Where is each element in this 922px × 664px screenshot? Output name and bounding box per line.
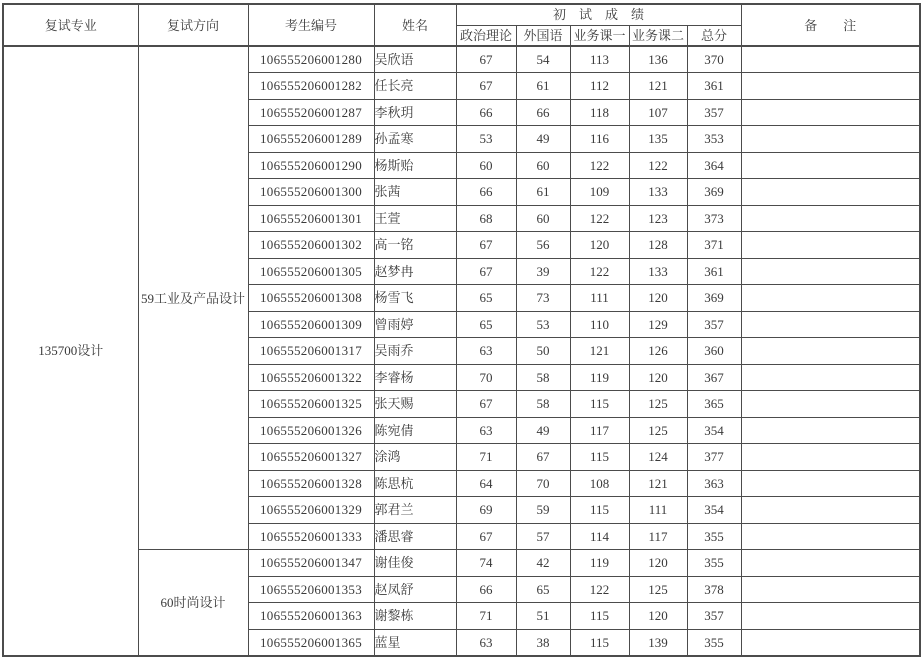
candidate-id-cell: 106555206001322 bbox=[248, 364, 374, 391]
total-score-cell: 361 bbox=[687, 73, 741, 100]
total-score-cell: 361 bbox=[687, 258, 741, 285]
major-course-1-score-cell: 111 bbox=[570, 285, 629, 312]
major-course-2-score-cell: 128 bbox=[629, 232, 687, 259]
direction-cell: 60时尚设计 bbox=[138, 550, 248, 656]
major-course-1-score-cell: 116 bbox=[570, 126, 629, 153]
major-course-1-score-cell: 121 bbox=[570, 338, 629, 365]
major-course-2-score-cell: 120 bbox=[629, 550, 687, 577]
total-score-cell: 378 bbox=[687, 576, 741, 603]
major-course-2-score-cell: 129 bbox=[629, 311, 687, 338]
total-score-cell: 355 bbox=[687, 629, 741, 656]
politics-score-cell: 63 bbox=[456, 338, 516, 365]
total-score-cell: 355 bbox=[687, 550, 741, 577]
candidate-id-cell: 106555206001347 bbox=[248, 550, 374, 577]
candidate-id-cell: 106555206001325 bbox=[248, 391, 374, 418]
col-header-review-direction: 复试方向 bbox=[138, 4, 248, 46]
major-course-1-score-cell: 113 bbox=[570, 46, 629, 73]
remark-cell bbox=[741, 126, 920, 153]
remark-cell bbox=[741, 417, 920, 444]
politics-score-cell: 66 bbox=[456, 576, 516, 603]
foreign-language-score-cell: 49 bbox=[516, 417, 570, 444]
politics-score-cell: 65 bbox=[456, 285, 516, 312]
name-cell: 张茜 bbox=[374, 179, 456, 206]
total-score-cell: 369 bbox=[687, 285, 741, 312]
col-header-review-major: 复试专业 bbox=[3, 4, 138, 46]
total-score-cell: 363 bbox=[687, 470, 741, 497]
major-course-2-score-cell: 126 bbox=[629, 338, 687, 365]
candidate-id-cell: 106555206001317 bbox=[248, 338, 374, 365]
candidate-id-cell: 106555206001328 bbox=[248, 470, 374, 497]
results-table bbox=[2, 3, 921, 657]
major-course-2-score-cell: 120 bbox=[629, 285, 687, 312]
name-cell: 高一铭 bbox=[374, 232, 456, 259]
name-cell: 杨斯贻 bbox=[374, 152, 456, 179]
major-course-1-score-cell: 115 bbox=[570, 603, 629, 630]
major-course-2-score-cell: 117 bbox=[629, 523, 687, 550]
name-cell: 潘思睿 bbox=[374, 523, 456, 550]
name-cell: 谢黎栋 bbox=[374, 603, 456, 630]
total-score-cell: 377 bbox=[687, 444, 741, 471]
politics-score-cell: 70 bbox=[456, 364, 516, 391]
remark-cell bbox=[741, 179, 920, 206]
foreign-language-score-cell: 42 bbox=[516, 550, 570, 577]
remark-cell bbox=[741, 311, 920, 338]
remark-cell bbox=[741, 470, 920, 497]
major-course-2-score-cell: 125 bbox=[629, 576, 687, 603]
name-cell: 赵梦冉 bbox=[374, 258, 456, 285]
remark-cell bbox=[741, 364, 920, 391]
major-course-1-score-cell: 118 bbox=[570, 99, 629, 126]
major-course-2-score-cell: 120 bbox=[629, 603, 687, 630]
politics-score-cell: 67 bbox=[456, 232, 516, 259]
name-cell: 陈宛倩 bbox=[374, 417, 456, 444]
candidate-id-cell: 106555206001333 bbox=[248, 523, 374, 550]
foreign-language-score-cell: 54 bbox=[516, 46, 570, 73]
major-course-2-score-cell: 135 bbox=[629, 126, 687, 153]
total-score-cell: 365 bbox=[687, 391, 741, 418]
major-course-1-score-cell: 117 bbox=[570, 417, 629, 444]
major-course-2-score-cell: 121 bbox=[629, 470, 687, 497]
major-course-2-score-cell: 125 bbox=[629, 417, 687, 444]
major-course-1-score-cell: 114 bbox=[570, 523, 629, 550]
remark-cell bbox=[741, 73, 920, 100]
name-cell: 涂鸿 bbox=[374, 444, 456, 471]
name-cell: 谢佳俊 bbox=[374, 550, 456, 577]
politics-score-cell: 71 bbox=[456, 603, 516, 630]
foreign-language-score-cell: 49 bbox=[516, 126, 570, 153]
major-course-1-score-cell: 119 bbox=[570, 364, 629, 391]
candidate-id-cell: 106555206001280 bbox=[248, 46, 374, 73]
major-course-1-score-cell: 122 bbox=[570, 258, 629, 285]
table-row bbox=[3, 550, 920, 577]
major-course-1-score-cell: 122 bbox=[570, 152, 629, 179]
foreign-language-score-cell: 38 bbox=[516, 629, 570, 656]
major-course-1-score-cell: 115 bbox=[570, 629, 629, 656]
major-course-2-score-cell: 107 bbox=[629, 99, 687, 126]
foreign-language-score-cell: 39 bbox=[516, 258, 570, 285]
major-course-1-score-cell: 112 bbox=[570, 73, 629, 100]
politics-score-cell: 68 bbox=[456, 205, 516, 232]
name-cell: 李睿杨 bbox=[374, 364, 456, 391]
major-course-1-score-cell: 119 bbox=[570, 550, 629, 577]
candidate-id-cell: 106555206001329 bbox=[248, 497, 374, 524]
remark-cell bbox=[741, 338, 920, 365]
remark-cell bbox=[741, 576, 920, 603]
politics-score-cell: 60 bbox=[456, 152, 516, 179]
candidate-id-cell: 106555206001289 bbox=[248, 126, 374, 153]
name-cell: 吴欣语 bbox=[374, 46, 456, 73]
politics-score-cell: 66 bbox=[456, 99, 516, 126]
candidate-id-cell: 106555206001326 bbox=[248, 417, 374, 444]
total-score-cell: 369 bbox=[687, 179, 741, 206]
col-header-foreign-language: 外国语 bbox=[516, 25, 570, 46]
major-course-2-score-cell: 125 bbox=[629, 391, 687, 418]
name-cell: 赵凤舒 bbox=[374, 576, 456, 603]
name-cell: 曾雨婷 bbox=[374, 311, 456, 338]
name-cell: 蓝星 bbox=[374, 629, 456, 656]
major-course-1-score-cell: 109 bbox=[570, 179, 629, 206]
candidate-id-cell: 106555206001363 bbox=[248, 603, 374, 630]
foreign-language-score-cell: 61 bbox=[516, 179, 570, 206]
candidate-id-cell: 106555206001290 bbox=[248, 152, 374, 179]
major-course-2-score-cell: 136 bbox=[629, 46, 687, 73]
candidate-id-cell: 106555206001301 bbox=[248, 205, 374, 232]
total-score-cell: 364 bbox=[687, 152, 741, 179]
foreign-language-score-cell: 51 bbox=[516, 603, 570, 630]
foreign-language-score-cell: 60 bbox=[516, 205, 570, 232]
major-course-1-score-cell: 115 bbox=[570, 391, 629, 418]
total-score-cell: 373 bbox=[687, 205, 741, 232]
politics-score-cell: 67 bbox=[456, 73, 516, 100]
name-cell: 王萱 bbox=[374, 205, 456, 232]
foreign-language-score-cell: 56 bbox=[516, 232, 570, 259]
foreign-language-score-cell: 61 bbox=[516, 73, 570, 100]
major-course-1-score-cell: 115 bbox=[570, 497, 629, 524]
name-cell: 李秋玥 bbox=[374, 99, 456, 126]
remark-cell bbox=[741, 205, 920, 232]
total-score-cell: 355 bbox=[687, 523, 741, 550]
major-course-1-score-cell: 122 bbox=[570, 205, 629, 232]
politics-score-cell: 63 bbox=[456, 629, 516, 656]
major-course-2-score-cell: 123 bbox=[629, 205, 687, 232]
remark-cell bbox=[741, 285, 920, 312]
candidate-id-cell: 106555206001300 bbox=[248, 179, 374, 206]
name-cell: 孙孟寒 bbox=[374, 126, 456, 153]
foreign-language-score-cell: 60 bbox=[516, 152, 570, 179]
total-score-cell: 354 bbox=[687, 497, 741, 524]
col-header-major-course-2: 业务课二 bbox=[629, 25, 687, 46]
candidate-id-cell: 106555206001302 bbox=[248, 232, 374, 259]
major-course-1-score-cell: 115 bbox=[570, 444, 629, 471]
candidate-id-cell: 106555206001309 bbox=[248, 311, 374, 338]
major-course-2-score-cell: 111 bbox=[629, 497, 687, 524]
major-cell: 135700设计 bbox=[3, 46, 138, 656]
major-course-2-score-cell: 124 bbox=[629, 444, 687, 471]
name-cell: 任长亮 bbox=[374, 73, 456, 100]
foreign-language-score-cell: 67 bbox=[516, 444, 570, 471]
col-header-remarks: 备 注 bbox=[741, 4, 920, 46]
major-course-1-score-cell: 122 bbox=[570, 576, 629, 603]
total-score-cell: 357 bbox=[687, 311, 741, 338]
foreign-language-score-cell: 70 bbox=[516, 470, 570, 497]
total-score-cell: 353 bbox=[687, 126, 741, 153]
col-header-candidate-id: 考生编号 bbox=[248, 4, 374, 46]
foreign-language-score-cell: 57 bbox=[516, 523, 570, 550]
major-course-1-score-cell: 120 bbox=[570, 232, 629, 259]
politics-score-cell: 63 bbox=[456, 417, 516, 444]
candidate-id-cell: 106555206001287 bbox=[248, 99, 374, 126]
col-header-initial-exam-scores: 初 试 成 绩 bbox=[456, 4, 741, 25]
politics-score-cell: 67 bbox=[456, 46, 516, 73]
politics-score-cell: 65 bbox=[456, 311, 516, 338]
foreign-language-score-cell: 53 bbox=[516, 311, 570, 338]
major-course-1-score-cell: 108 bbox=[570, 470, 629, 497]
major-course-2-score-cell: 120 bbox=[629, 364, 687, 391]
remark-cell bbox=[741, 391, 920, 418]
name-cell: 张天赐 bbox=[374, 391, 456, 418]
remark-cell bbox=[741, 46, 920, 73]
col-header-name: 姓名 bbox=[374, 4, 456, 46]
foreign-language-score-cell: 73 bbox=[516, 285, 570, 312]
col-header-politics: 政治理论 bbox=[456, 25, 516, 46]
name-cell: 吴雨乔 bbox=[374, 338, 456, 365]
remark-cell bbox=[741, 232, 920, 259]
name-cell: 杨雪飞 bbox=[374, 285, 456, 312]
politics-score-cell: 74 bbox=[456, 550, 516, 577]
score-table-body bbox=[3, 46, 920, 656]
direction-cell: 59工业及产品设计 bbox=[138, 46, 248, 550]
politics-score-cell: 66 bbox=[456, 179, 516, 206]
foreign-language-score-cell: 59 bbox=[516, 497, 570, 524]
foreign-language-score-cell: 58 bbox=[516, 391, 570, 418]
candidate-id-cell: 106555206001365 bbox=[248, 629, 374, 656]
politics-score-cell: 64 bbox=[456, 470, 516, 497]
header-row-top bbox=[3, 4, 920, 25]
remark-cell bbox=[741, 629, 920, 656]
foreign-language-score-cell: 66 bbox=[516, 99, 570, 126]
politics-score-cell: 67 bbox=[456, 258, 516, 285]
candidate-id-cell: 106555206001282 bbox=[248, 73, 374, 100]
total-score-cell: 367 bbox=[687, 364, 741, 391]
major-course-2-score-cell: 139 bbox=[629, 629, 687, 656]
candidate-id-cell: 106555206001305 bbox=[248, 258, 374, 285]
remark-cell bbox=[741, 444, 920, 471]
remark-cell bbox=[741, 258, 920, 285]
table-row bbox=[3, 46, 920, 73]
col-header-major-course-1: 业务课一 bbox=[570, 25, 629, 46]
name-cell: 郭君兰 bbox=[374, 497, 456, 524]
politics-score-cell: 53 bbox=[456, 126, 516, 153]
politics-score-cell: 71 bbox=[456, 444, 516, 471]
total-score-cell: 370 bbox=[687, 46, 741, 73]
total-score-cell: 357 bbox=[687, 99, 741, 126]
major-course-2-score-cell: 133 bbox=[629, 258, 687, 285]
remark-cell bbox=[741, 152, 920, 179]
foreign-language-score-cell: 58 bbox=[516, 364, 570, 391]
total-score-cell: 357 bbox=[687, 603, 741, 630]
foreign-language-score-cell: 65 bbox=[516, 576, 570, 603]
remark-cell bbox=[741, 550, 920, 577]
total-score-cell: 354 bbox=[687, 417, 741, 444]
politics-score-cell: 67 bbox=[456, 523, 516, 550]
total-score-cell: 360 bbox=[687, 338, 741, 365]
candidate-id-cell: 106555206001308 bbox=[248, 285, 374, 312]
remark-cell bbox=[741, 99, 920, 126]
remark-cell bbox=[741, 497, 920, 524]
total-score-cell: 371 bbox=[687, 232, 741, 259]
foreign-language-score-cell: 50 bbox=[516, 338, 570, 365]
major-course-2-score-cell: 122 bbox=[629, 152, 687, 179]
major-course-2-score-cell: 133 bbox=[629, 179, 687, 206]
col-header-total: 总分 bbox=[687, 25, 741, 46]
remark-cell bbox=[741, 523, 920, 550]
politics-score-cell: 67 bbox=[456, 391, 516, 418]
candidate-id-cell: 106555206001327 bbox=[248, 444, 374, 471]
name-cell: 陈思杭 bbox=[374, 470, 456, 497]
major-course-1-score-cell: 110 bbox=[570, 311, 629, 338]
candidate-id-cell: 106555206001353 bbox=[248, 576, 374, 603]
major-course-2-score-cell: 121 bbox=[629, 73, 687, 100]
politics-score-cell: 69 bbox=[456, 497, 516, 524]
remark-cell bbox=[741, 603, 920, 630]
